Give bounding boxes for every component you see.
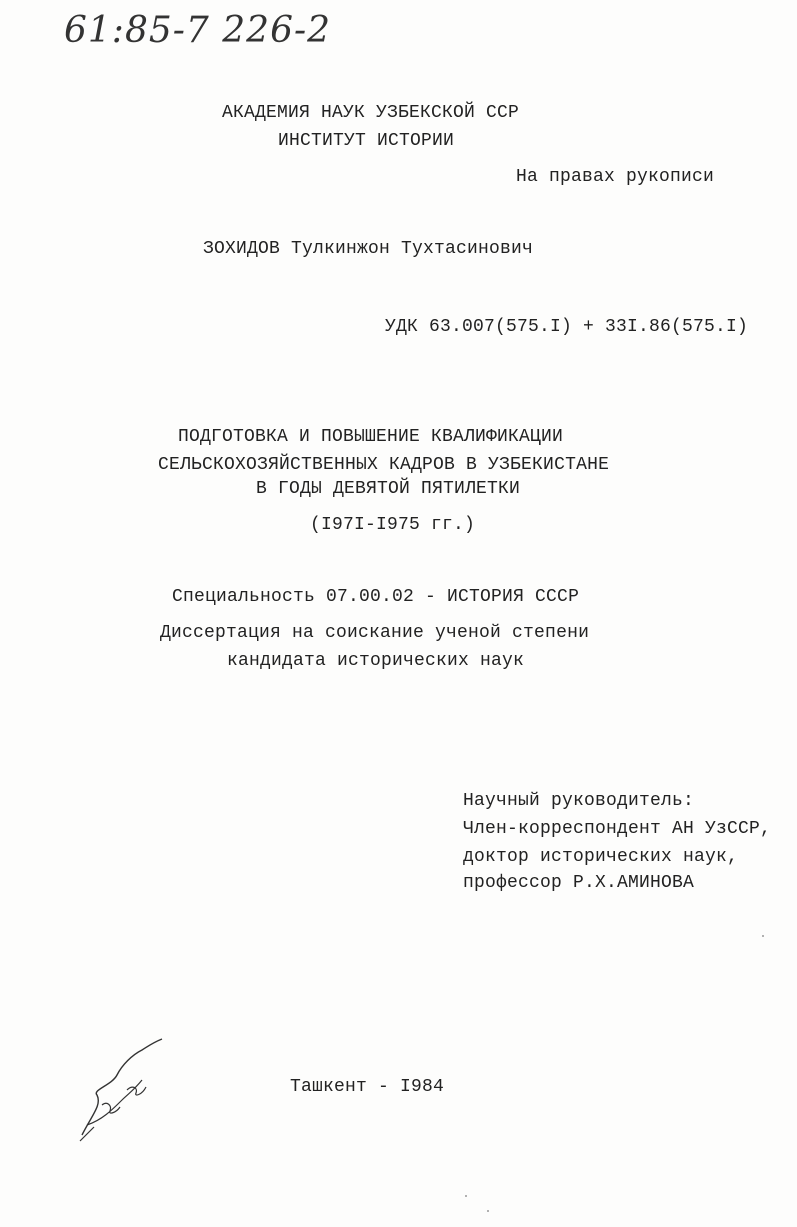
- place-and-year: Ташкент - I984: [290, 1077, 445, 1097]
- supervisor-line-2: доктор исторических наук,: [463, 847, 739, 867]
- title-line-1: ПОДГОТОВКА И ПОВЫШЕНИЕ КВАЛИФИКАЦИИ: [178, 427, 564, 447]
- institute-heading: ИНСТИТУТ ИСТОРИИ: [278, 131, 455, 151]
- academy-heading: АКАДЕМИЯ НАУК УЗБЕКСКОЙ ССР: [222, 103, 520, 123]
- title-line-3: В ГОДЫ ДЕВЯТОЙ ПЯТИЛЕТКИ: [256, 479, 521, 499]
- title-line-2: СЕЛЬСКОХОЗЯЙСТВЕННЫХ КАДРОВ В УЗБЕКИСТАНЕ: [158, 455, 610, 475]
- supervisor-line-3: профессор Р.Х.АМИНОВА: [463, 873, 695, 893]
- paper-speck: [465, 1195, 467, 1197]
- dissertation-line-1: Диссертация на соискание ученой степени: [160, 623, 590, 643]
- specialty: Специальность 07.00.02 - ИСТОРИЯ СССР: [172, 587, 580, 607]
- handwritten-signature: [72, 1035, 172, 1145]
- title-years: (I97I-I975 гг.): [310, 515, 476, 535]
- author-name: ЗОХИДОВ Тулкинжон Тухтасинович: [203, 239, 534, 259]
- handwritten-shelf-mark: 61:85-7 226-2: [64, 10, 332, 51]
- paper-speck: [762, 935, 764, 937]
- udc-code: УДК 63.007(575.I) + 33I.86(575.I): [385, 317, 749, 337]
- dissertation-line-2: кандидата исторических наук: [227, 651, 525, 671]
- supervisor-label: Научный руководитель:: [463, 791, 695, 811]
- paper-speck: [487, 1210, 489, 1212]
- rights-note: На правах рукописи: [516, 167, 715, 187]
- supervisor-line-1: Член-корреспондент АН УзССР,: [463, 819, 772, 839]
